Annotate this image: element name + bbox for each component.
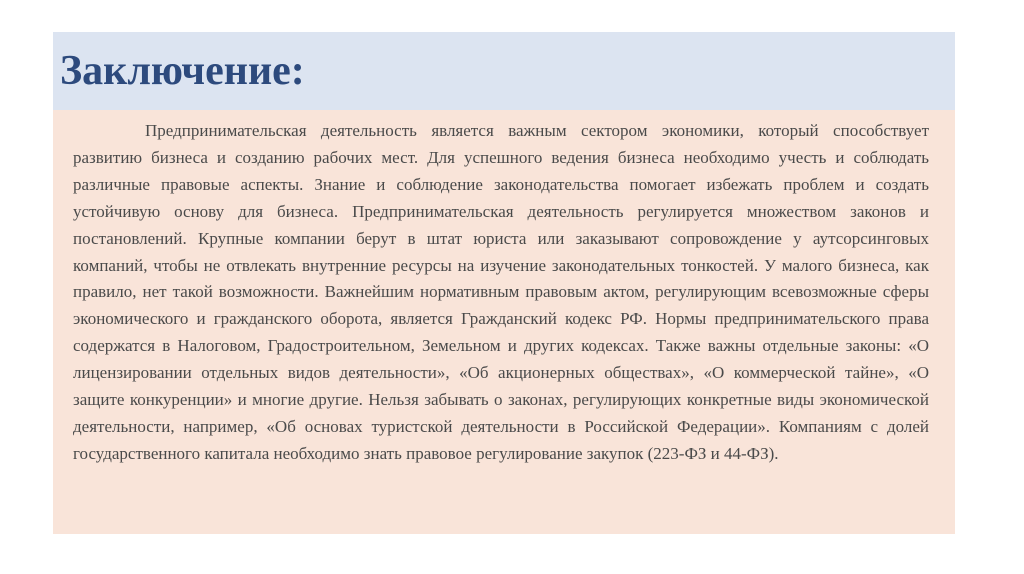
body-box bbox=[53, 110, 955, 534]
body-paragraph: Предпринимательская деятельность является важным сектором экономики, который способствует развитию бизнеса и созданию рабочих мест. Для успешного ведения бизнеса необходимо учесть и соблюдать различные правовые аспекты. Знание и соблюдение законодательства помогает избежать проблем и создать устойчивую основу для бизнеса. Предпринимательская деятельность регулируется множеством законов и постановлений. Крупные компании берут в штат юриста или заказывают сопровождение у аутсорсинговых компаний, чтобы не отвлекать внутренние ресурсы на изучение законодательных тонкостей. У малого бизнеса, как правило, нет такой возможности. Важнейшим нормативным правовым актом, регулирующим всевозможные сферы экономического и гражданского оборота, является Гражданский кодекс РФ. Нормы предпринимательского права содержатся в Налоговом, Градостроительном, Земельном и других кодексах. Также важны отдельные законы: «О лицензировании отдельных видов деятельности», «Об акционерных обществах», «О коммерческой тайне», «О защите конкуренции» и многие другие. Нельзя забывать о законах, регулирующих конкретные виды экономической деятельности, например, «Об основах туристской деятельности в Российской Федерации». Компаниям с долей государственного капитала необходимо знать правовое регулирование закупок (223-ФЗ и 44-ФЗ). bbox=[73, 121, 929, 463]
slide-title: Заключение: bbox=[60, 48, 305, 94]
title-band bbox=[53, 32, 955, 110]
